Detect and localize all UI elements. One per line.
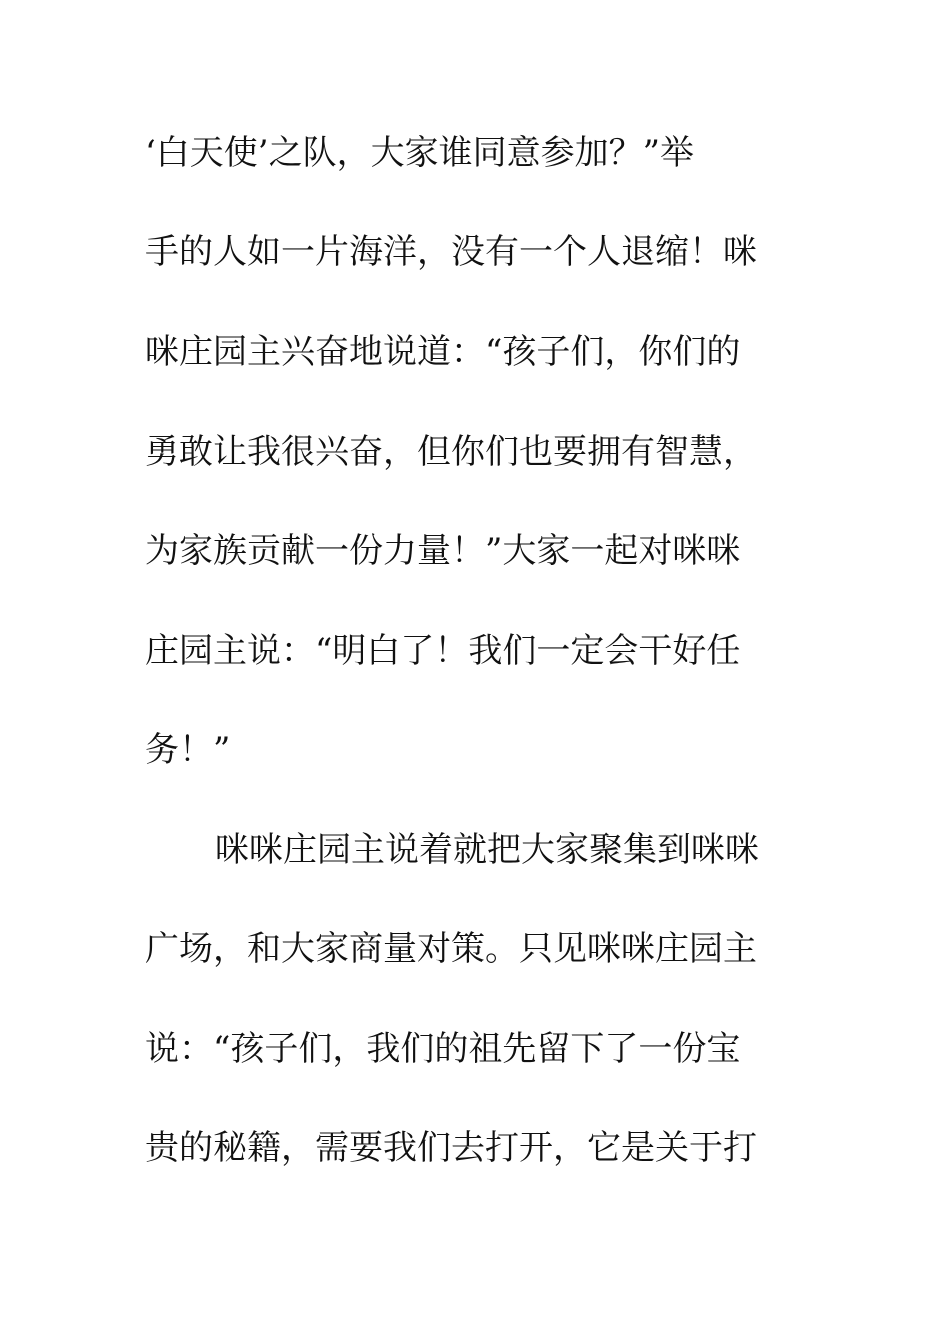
text-line: 贵的秘籍，需要我们去打开，它是关于打 xyxy=(145,1128,757,1168)
text-line: 手的人如一片海洋，没有一个人退缩！咪 xyxy=(145,232,757,272)
text-line: ‘白天使’之队，大家谁同意参加？”举 xyxy=(145,133,694,173)
text-line: 为家族贡献一份力量！”大家一起对咪咪 xyxy=(145,531,741,571)
text-line: 务！” xyxy=(145,730,231,770)
text-line: 说：“孩子们，我们的祖先留下了一份宝 xyxy=(145,1029,741,1069)
text-line: 咪庄园主兴奋地说道：“孩子们，你们的 xyxy=(145,332,741,372)
text-line: 勇敢让我很兴奋，但你们也要拥有智慧， xyxy=(145,432,757,472)
text-line: 广场，和大家商量对策。只见咪咪庄园主 xyxy=(145,929,757,969)
text-line: 庄园主说：“明白了！我们一定会干好任 xyxy=(145,631,741,671)
text-line: 咪咪庄园主说着就把大家聚集到咪咪 xyxy=(215,830,759,870)
